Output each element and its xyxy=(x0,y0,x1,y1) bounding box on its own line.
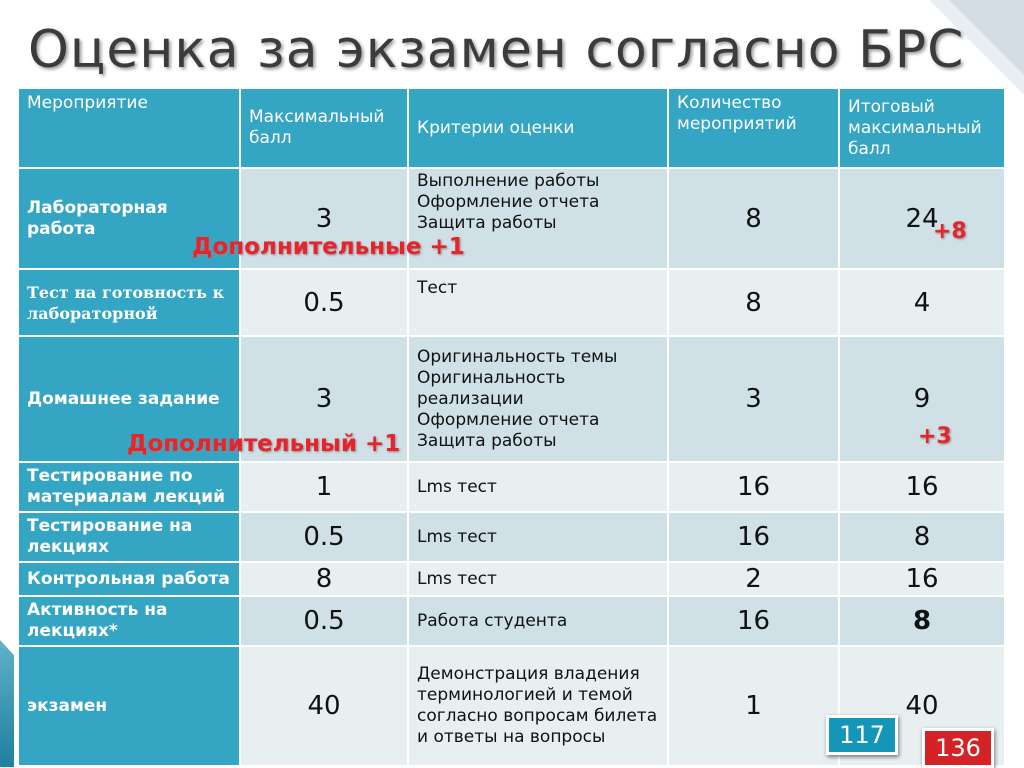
cell-max-score: 3 xyxy=(240,168,408,269)
badge-136: 136 xyxy=(922,728,994,768)
cell-count: 2 xyxy=(668,562,839,596)
cell-max-score: 40 xyxy=(240,646,408,766)
cell-total: 40 xyxy=(839,646,1005,766)
cell-total: 4 xyxy=(839,269,1005,336)
cell-max-score: 8 xyxy=(240,562,408,596)
hw-extra-note: Дополнительный +1 xyxy=(127,431,401,457)
cell-total: 8 xyxy=(839,512,1005,562)
table-row xyxy=(18,269,1005,336)
cell-event: Тестирование по материалам лекций xyxy=(18,462,240,512)
cell-count: 3 xyxy=(668,336,839,462)
cell-max-score: 0.5 xyxy=(240,269,408,336)
cell-total: 16 xyxy=(839,462,1005,512)
cell-total: 24 xyxy=(839,168,1005,269)
cell-count: 8 xyxy=(668,168,839,269)
table-header-row xyxy=(18,88,1005,168)
cell-count: 1 xyxy=(668,646,839,766)
cell-count: 16 xyxy=(668,462,839,512)
cell-criteria: Работа студента xyxy=(408,596,668,646)
cell-event: Лабораторная работа xyxy=(18,168,240,269)
lab-extra-note: Дополнительные +1 xyxy=(192,234,465,260)
table-row xyxy=(18,168,1005,269)
cell-total: 9 xyxy=(839,336,1005,462)
cell-criteria: Демонстрация владения терминологией и темой согласно вопросам билета и ответы на вопросы xyxy=(408,646,668,766)
cell-criteria: Оригинальность темы Оригинальность реализации Оформление отчета Защита работы xyxy=(408,336,668,462)
table-row xyxy=(18,462,1005,512)
cell-event: экзамен xyxy=(18,646,240,766)
left-edge-decoration xyxy=(0,640,14,767)
cell-event: Активность на лекциях* xyxy=(18,596,240,646)
cell-count: 16 xyxy=(668,512,839,562)
hw-total-extra: +3 xyxy=(918,424,952,449)
cell-criteria: Lms тест xyxy=(408,512,668,562)
header-total: Итоговый максимальный балл xyxy=(839,88,1005,168)
header-count: Количество мероприятий xyxy=(668,88,839,168)
cell-count: 8 xyxy=(668,269,839,336)
header-criteria: Критерии оценки xyxy=(408,88,668,168)
lab-total-extra: +8 xyxy=(933,219,967,244)
cell-count: 16 xyxy=(668,596,839,646)
table-row xyxy=(18,562,1005,596)
cell-criteria: Тест xyxy=(408,269,668,336)
header-max-score: Максимальный балл xyxy=(240,88,408,168)
cell-event: Домашнее задание xyxy=(18,336,240,462)
table-row xyxy=(18,512,1005,562)
cell-max-score: 0.5 xyxy=(240,596,408,646)
grading-table xyxy=(17,87,1006,767)
cell-criteria: Выполнение работы Оформление отчета Защита работы xyxy=(408,168,668,269)
cell-total: 16 xyxy=(839,562,1005,596)
header-event: Мероприятие xyxy=(18,88,240,168)
cell-max-score: 3 xyxy=(240,336,408,462)
cell-event: Тестирование на лекциях xyxy=(18,512,240,562)
table-row xyxy=(18,596,1005,646)
cell-criteria: Lms тест xyxy=(408,462,668,512)
cell-max-score: 0.5 xyxy=(240,512,408,562)
cell-event: Тест на готовность к лабораторной xyxy=(18,269,240,336)
cell-event: Контрольная работа xyxy=(18,562,240,596)
page-title: Оценка за экзамен согласно БРС xyxy=(28,20,965,80)
cell-criteria: Lms тест xyxy=(408,562,668,596)
badge-117: 117 xyxy=(826,715,898,755)
cell-total-highlighted: 8 xyxy=(839,596,1005,646)
cell-max-score: 1 xyxy=(240,462,408,512)
